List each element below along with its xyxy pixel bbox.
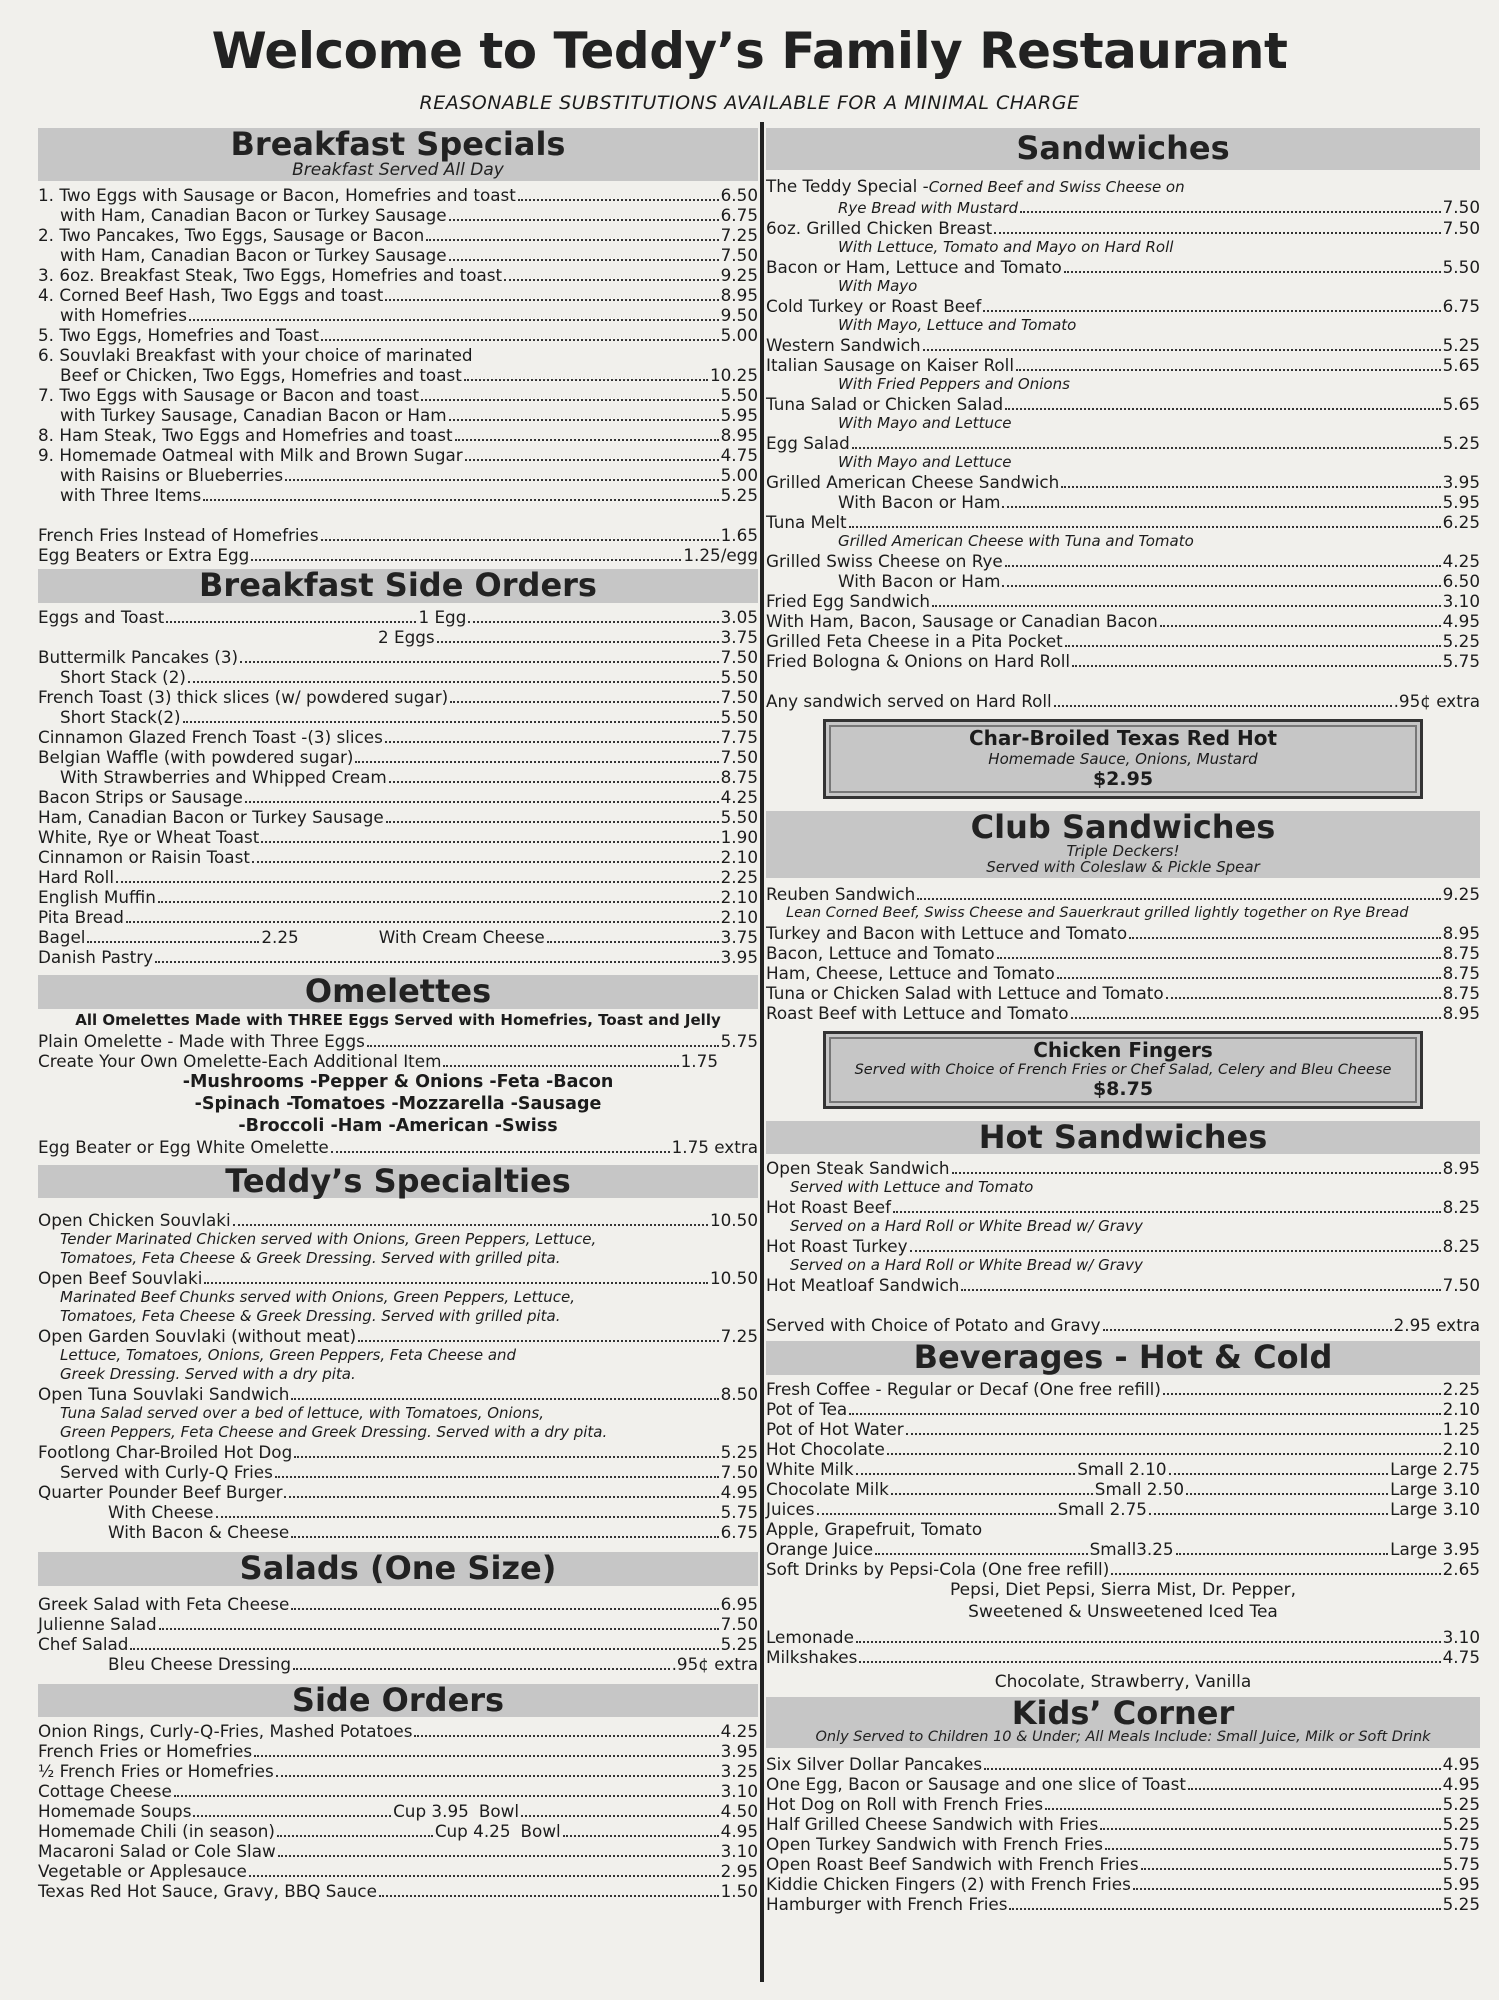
menu-item: Eggs and Toast 1 Egg 3.05 — [38, 607, 758, 628]
item-description: Grilled American Cheese with Tuna and Tomato — [838, 531, 1194, 550]
item-description: Lettuce, Tomatoes, Onions, Green Peppers, Feta Cheese and — [60, 1346, 517, 1365]
section-header-hot-sandwiches — [766, 1117, 1480, 1156]
item-description: With Fried Peppers and Onions — [838, 374, 1070, 393]
red-hot-box — [823, 719, 1423, 799]
item-description: With Mayo and Lettuce — [838, 413, 1012, 432]
section-title: Breakfast Side Orders — [199, 566, 597, 605]
menu-item: 9. Homemade Oatmeal with Milk and Brown Sugar 4.75 — [38, 445, 758, 466]
section-title: Breakfast Specials — [230, 125, 566, 163]
menu-item: Fried Bologna & Onions on Hard Roll 5.75 — [766, 650, 1480, 671]
omelette-note: All Omelettes Made with THREE Eggs Served with Homefries, Toast and Jelly — [75, 1010, 721, 1029]
menu-item: With Bacon or Ham 5.95 — [838, 491, 1480, 512]
menu-subtitle: REASONABLE SUBSTITUTIONS AVAILABLE FOR A MINIMAL CHARGE — [419, 92, 1080, 114]
menu-item: 4. Corned Beef Hash, Two Eggs and toast 8.95 — [38, 285, 758, 306]
item-description: With Lettuce, Tomato and Mayo on Hard Roll — [838, 237, 1174, 256]
section-title: Sandwiches — [1016, 129, 1230, 167]
item-description: Served on a Hard Roll or White Bread w/ Gravy — [790, 1256, 1143, 1275]
menu-item: Orange Juice Small3.25 Large 3.95 — [766, 1538, 1481, 1559]
menu-item: Tuna Salad or Chicken Salad 5.65 — [766, 393, 1480, 414]
menu-item: Served with Curly-Q Fries 7.50 — [60, 1462, 758, 1483]
item-description: Tuna Salad served over a bed of lettuce, with Tomatoes, Onions, — [60, 1404, 544, 1423]
menu-item: Grilled American Cheese Sandwich 3.95 — [766, 471, 1480, 492]
menu-item: Hard Roll 2.25 — [38, 867, 758, 888]
menu-item: Cottage Cheese 3.10 — [38, 1781, 758, 1802]
section-title: Beverages - Hot & Cold — [913, 1338, 1333, 1377]
item-description: Tomatoes, Feta Cheese & Greek Dressing. Served with grilled pita. — [60, 1249, 561, 1268]
section-header-breakfast — [38, 125, 758, 181]
column-divider — [760, 122, 764, 1982]
menu-item: 8. Ham Steak, Two Eggs and Homefries and toast 8.95 — [38, 425, 758, 446]
menu-item: 6. Souvlaki Breakfast with your choice of marinated — [38, 345, 473, 366]
menu-item: Bleu Cheese Dressing .95¢ extra — [108, 1653, 758, 1674]
menu-item: Turkey and Bacon with Lettuce and Tomato 8.95 — [766, 922, 1480, 943]
menu-item: Short Stack(2) 5.50 — [60, 707, 758, 728]
menu-item: Milkshakes 4.75 — [766, 1646, 1480, 1667]
menu-item: Macaroni Salad or Cole Slaw 3.10 — [38, 1841, 758, 1862]
menu-item: One Egg, Bacon or Sausage and one slice of Toast 4.95 — [766, 1773, 1480, 1794]
section-title: Salads (One Size) — [239, 1549, 557, 1588]
menu-item: 3. 6oz. Breakfast Steak, Two Eggs, Homefries and toast 9.25 — [38, 265, 758, 286]
item-description: With Mayo, Lettuce and Tomato — [838, 315, 1077, 334]
menu-item: ½ French Fries or Homefries 3.25 — [38, 1761, 758, 1782]
menu-item: 6oz. Grilled Chicken Breast 7.50 — [766, 217, 1480, 238]
menu-item: Chef Salad 5.25 — [38, 1633, 758, 1654]
section-header-kids — [766, 1693, 1480, 1748]
menu-item: White Milk Small 2.10 Large 2.75 — [766, 1458, 1481, 1479]
menu-item: Fried Egg Sandwich 3.10 — [766, 590, 1480, 611]
box-title: Char-Broiled Texas Red Hot — [968, 725, 1278, 750]
section-subtitle: Only Served to Children 10 & Under; All Meals Include: Small Juice, Milk or Soft Drink — [815, 1729, 1431, 1746]
menu-item: 2. Two Pancakes, Two Eggs, Sausage or Bacon 7.25 — [38, 225, 758, 246]
menu-item: Bacon or Ham, Lettuce and Tomato 5.50 — [766, 256, 1480, 277]
menu-item: 2 Eggs 3.75 — [378, 627, 758, 648]
box-price: $8.75 — [1092, 1077, 1154, 1100]
section-title: Omelettes — [304, 972, 492, 1011]
menu-item: Open Roast Beef Sandwich with French Fries 5.75 — [766, 1853, 1480, 1874]
menu-item: With Cheese 5.75 — [108, 1502, 758, 1523]
menu-item: Grilled Feta Cheese in a Pita Pocket 5.25 — [766, 630, 1480, 651]
menu-item: Greek Salad with Feta Cheese 6.95 — [38, 1593, 758, 1614]
menu-item: Hot Meatloaf Sandwich 7.50 — [766, 1275, 1480, 1296]
item-description: Tender Marinated Chicken served with Onions, Green Peppers, Lettuce, — [60, 1230, 597, 1249]
menu-item: 1. Two Eggs with Sausage or Bacon, Homefries and toast 6.50 — [38, 185, 758, 206]
menu-item: White, Rye or Wheat Toast 1.90 — [38, 827, 758, 848]
menu-item: French Fries or Homefries 3.95 — [38, 1741, 758, 1762]
menu-item: Plain Omelette - Made with Three Eggs 5.75 — [38, 1030, 758, 1051]
menu-item: Lemonade 3.10 — [766, 1626, 1480, 1647]
menu-item: Apple, Grapefruit, Tomato — [766, 1518, 983, 1539]
menu-item: Hot Roast Beef 8.25 — [766, 1197, 1480, 1218]
menu-item: Vegetable or Applesauce 2.95 — [38, 1861, 758, 1882]
menu-item: Hot Roast Turkey 8.25 — [766, 1236, 1480, 1257]
menu-item: Hot Dog on Roll with French Fries 5.25 — [766, 1793, 1480, 1814]
menu-item: Reuben Sandwich 9.25 — [766, 883, 1480, 904]
menu-item: Egg Salad 5.25 — [766, 432, 1480, 453]
section-header-salads — [38, 1549, 758, 1588]
menu-item: With Ham, Bacon, Sausage or Canadian Bacon 4.95 — [766, 610, 1480, 631]
section-header-club — [766, 807, 1480, 878]
menu-item: French Toast (3) thick slices (w/ powdered sugar) 7.50 — [38, 687, 758, 708]
menu-item: with Turkey Sausage, Canadian Bacon or Ham 5.95 — [60, 405, 758, 426]
menu-item: Julienne Salad 7.50 — [38, 1613, 758, 1634]
menu-item: With Bacon or Ham 6.50 — [838, 570, 1480, 591]
chicken-fingers-box — [823, 1031, 1423, 1109]
menu-item: Six Silver Dollar Pancakes 4.95 — [766, 1753, 1480, 1774]
menu-item: Italian Sausage on Kaiser Roll 5.65 — [766, 354, 1480, 375]
menu-item: Grilled Swiss Cheese on Rye 4.25 — [766, 550, 1480, 571]
menu-item: Onion Rings, Curly-Q-Fries, Mashed Potatoes 4.25 — [38, 1721, 758, 1742]
menu-item: Beef or Chicken, Two Eggs, Homefries and toast 10.25 — [60, 365, 758, 386]
omelette-options: -Spinach -Tomatoes -Mozzarella -Sausage — [194, 1093, 602, 1114]
menu-item: 5. Two Eggs, Homefries and Toast 5.00 — [38, 325, 758, 346]
menu-item: Pot of Tea 2.10 — [766, 1398, 1480, 1419]
section-subtitle: Breakfast Served All Day — [292, 159, 504, 180]
menu-item: English Muffin 2.10 — [38, 887, 758, 908]
menu-item: Hamburger with French Fries 5.25 — [766, 1893, 1480, 1914]
menu-item: With Strawberries and Whipped Cream 8.75 — [60, 767, 758, 788]
box-title: Chicken Fingers — [1033, 1037, 1213, 1062]
menu-item: Tuna or Chicken Salad with Lettuce and Tomato 8.75 — [766, 982, 1480, 1003]
section-header-beverages — [766, 1338, 1480, 1377]
menu-item: with Ham, Canadian Bacon or Turkey Sausage 6.75 — [60, 205, 758, 226]
section-header-side-orders — [38, 1680, 758, 1719]
section-title: Club Sandwiches — [970, 807, 1276, 846]
section-header-sandwiches — [766, 128, 1480, 170]
menu-item: with Three Items 5.25 — [60, 485, 758, 506]
omelette-options: -Broccoli -Ham -American -Swiss — [238, 1115, 558, 1136]
menu-item: The Teddy Special - Corned Beef and Swiss Cheese on — [766, 175, 1185, 196]
menu-item: Buttermilk Pancakes (3) 7.50 — [38, 647, 758, 668]
soft-drink-options: Pepsi, Diet Pepsi, Sierra Mist, Dr. Pepper, — [950, 1579, 1296, 1600]
menu-item: Cinnamon or Raisin Toast 2.10 — [38, 847, 758, 868]
item-description: With Mayo — [838, 276, 918, 295]
milkshake-flavors: Chocolate, Strawberry, Vanilla — [994, 1671, 1252, 1692]
item-description: Served with Lettuce and Tomato — [790, 1178, 1034, 1197]
menu-item: Roast Beef with Lettuce and Tomato 8.95 — [766, 1002, 1480, 1023]
menu-item: Footlong Char-Broiled Hot Dog 5.25 — [38, 1442, 758, 1463]
menu-item: with Raisins or Blueberries 5.00 — [60, 465, 758, 486]
menu-item: Served with Choice of Potato and Gravy 2.95 extra — [766, 1315, 1480, 1336]
menu-item: Quarter Pounder Beef Burger 4.95 — [38, 1482, 758, 1503]
menu-item: Open Garden Souvlaki (without meat) 7.25 — [38, 1326, 758, 1347]
menu-item: Rye Bread with Mustard 7.50 — [838, 196, 1480, 217]
omelette-options: -Mushrooms -Pepper & Onions -Feta -Bacon — [182, 1071, 614, 1092]
box-description: Homemade Sauce, Onions, Mustard — [988, 749, 1258, 768]
section-header-specialties — [38, 1161, 758, 1200]
menu-item: Short Stack (2) 5.50 — [60, 667, 758, 688]
menu-item: Texas Red Hot Sauce, Gravy, BBQ Sauce 1.50 — [38, 1881, 758, 1902]
menu-item: Open Tuna Souvlaki Sandwich 8.50 — [38, 1384, 758, 1405]
menu-item: Pot of Hot Water 1.25 — [766, 1418, 1480, 1439]
item-description: Greek Dressing. Served with a dry pita. — [60, 1365, 356, 1384]
item-description: Marinated Beef Chunks served with Onions, Green Peppers, Lettuce, — [60, 1288, 576, 1307]
menu-item: Any sandwich served on Hard Roll .95¢ extra — [766, 690, 1480, 711]
menu-item: Homemade Chili (in season) Cup 4.25 Bowl 4.95 — [38, 1821, 759, 1842]
section-title: Hot Sandwiches — [978, 1117, 1268, 1156]
section-subtitle: Triple Deckers! — [1066, 842, 1180, 861]
menu-item: Cold Turkey or Roast Beef 6.75 — [766, 295, 1480, 316]
menu-item: with Ham, Canadian Bacon or Turkey Sausage 7.50 — [60, 245, 758, 266]
menu-item: Kiddie Chicken Fingers (2) with French Fries 5.95 — [766, 1873, 1480, 1894]
menu-item: Chocolate Milk Small 2.50 Large 3.10 — [766, 1478, 1480, 1499]
item-description: Served on a Hard Roll or White Bread w/ Gravy — [790, 1217, 1143, 1236]
menu-item: French Fries Instead of Homefries 1.65 — [38, 525, 758, 546]
menu-item: Cinnamon Glazed French Toast -(3) slices 7.75 — [38, 727, 758, 748]
menu-item: Ham, Canadian Bacon or Turkey Sausage 5.50 — [38, 807, 758, 828]
menu-item: Tuna Melt 6.25 — [766, 511, 1480, 532]
menu-item: Juices Small 2.75 Large 3.10 — [766, 1498, 1480, 1519]
item-description: Tomatoes, Feta Cheese & Greek Dressing. Served with grilled pita. — [60, 1307, 561, 1326]
item-description: Green Peppers, Feta Cheese and Greek Dressing. Served with a dry pita. — [60, 1423, 608, 1442]
menu-item: Bagel 2.25 With Cream Cheese 3.75 — [38, 927, 759, 948]
menu-item: Western Sandwich 5.25 — [766, 334, 1480, 355]
menu-item: Bacon Strips or Sausage 4.25 — [38, 787, 758, 808]
menu-item: 7. Two Eggs with Sausage or Bacon and toast 5.50 — [38, 385, 758, 406]
item-description: Lean Corned Beef, Swiss Cheese and Sauerkraut grilled lightly together on Rye Bread — [786, 904, 1409, 921]
menu-item: Open Beef Souvlaki 10.50 — [38, 1268, 758, 1289]
menu-item: Homemade Soups Cup 3.95 Bowl 4.50 — [38, 1801, 758, 1822]
menu-item: Open Turkey Sandwich with French Fries 5.75 — [766, 1833, 1480, 1854]
menu-item: Egg Beater or Egg White Omelette 1.75 extra — [38, 1136, 758, 1157]
section-header-omelettes — [38, 972, 758, 1011]
restaurant-title: Welcome to Teddy’s Family Restaurant — [211, 22, 1288, 80]
menu-item: with Homefries 9.50 — [60, 305, 758, 326]
section-subtitle: Served with Coleslaw & Pickle Spear — [986, 857, 1260, 876]
menu-item: Open Chicken Souvlaki 10.50 — [38, 1210, 758, 1231]
menu-item: Ham, Cheese, Lettuce and Tomato 8.75 — [766, 962, 1480, 983]
section-title: Teddy’s Specialties — [225, 1161, 571, 1200]
menu-item: Pita Bread 2.10 — [38, 907, 758, 928]
soft-drink-options: Sweetened & Unsweetened Iced Tea — [968, 1601, 1278, 1622]
menu-item: Soft Drinks by Pepsi-Cola (One free refill) 2.65 — [766, 1558, 1480, 1579]
menu-item: Belgian Waffle (with powdered sugar) 7.50 — [38, 747, 758, 768]
box-description: Served with Choice of French Fries or Chef Salad, Celery and Bleu Cheese — [854, 1061, 1392, 1078]
menu-item: Half Grilled Cheese Sandwich with Fries 5.25 — [766, 1813, 1480, 1834]
left-column — [38, 124, 758, 2000]
menu-item: Danish Pastry 3.95 — [38, 947, 758, 968]
section-title: Kids’ Corner — [1011, 1693, 1235, 1732]
menu-item: With Bacon & Cheese 6.75 — [108, 1522, 758, 1543]
section-header-breakfast-sides — [38, 566, 758, 605]
box-price: $2.95 — [1092, 767, 1154, 790]
section-title: Side Orders — [291, 1680, 505, 1719]
menu-item: Bacon, Lettuce and Tomato 8.75 — [766, 942, 1480, 963]
item-description: With Mayo and Lettuce — [838, 452, 1012, 471]
menu-item: Fresh Coffee - Regular or Decaf (One free refill) 2.25 — [766, 1378, 1480, 1399]
menu-item: Hot Chocolate 2.10 — [766, 1438, 1480, 1459]
right-column — [766, 124, 1480, 2000]
menu-item: Egg Beaters or Extra Egg 1.25/egg — [38, 545, 758, 566]
menu-item: Open Steak Sandwich 8.95 — [766, 1158, 1480, 1179]
menu-item: Create Your Own Omelette-Each Additional Item 1.75 — [38, 1050, 718, 1071]
